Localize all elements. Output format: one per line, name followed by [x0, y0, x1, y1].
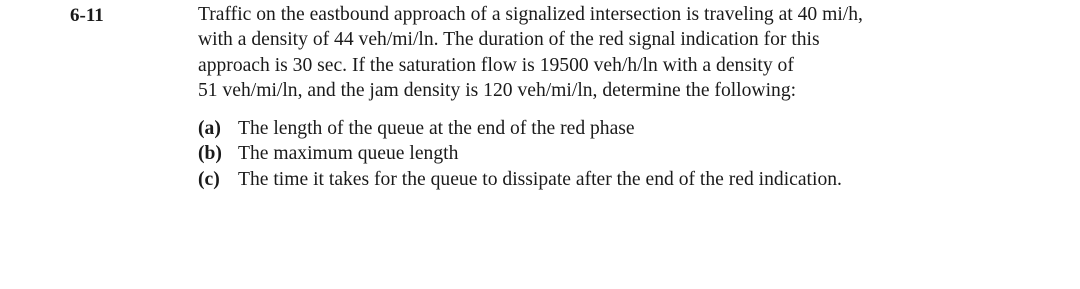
problem-part-c: [198, 167, 1000, 193]
part-text: The time it takes for the queue to dissipate after the end of the red indication.: [238, 168, 842, 190]
part-text: The length of the queue at the end of the red phase: [238, 117, 635, 139]
problem-parts-list: [198, 116, 1000, 193]
problem-part-b: [198, 141, 1000, 167]
problem-part-a: [198, 116, 1000, 142]
part-label: (c): [198, 168, 220, 190]
problem-number: 6-11: [70, 5, 104, 26]
problem-body: [198, 2, 1000, 192]
statement-line: approach is 30 sec. If the saturation flow is 19500 veh/h/ln with a density of: [198, 54, 794, 76]
statement-line: Traffic on the eastbound approach of a signalized intersection is traveling at 40 mi/h,: [198, 4, 863, 25]
part-label: (b): [198, 143, 222, 165]
part-text: The maximum queue length: [238, 143, 459, 165]
statement-line: with a density of 44 veh/mi/ln. The duration of the red signal indication for this: [198, 29, 820, 51]
problem-statement: [198, 2, 1000, 104]
part-label: (a): [198, 117, 221, 139]
statement-line: 51 veh/mi/ln, and the jam density is 120 veh/mi/ln, determine the following:: [198, 80, 797, 102]
